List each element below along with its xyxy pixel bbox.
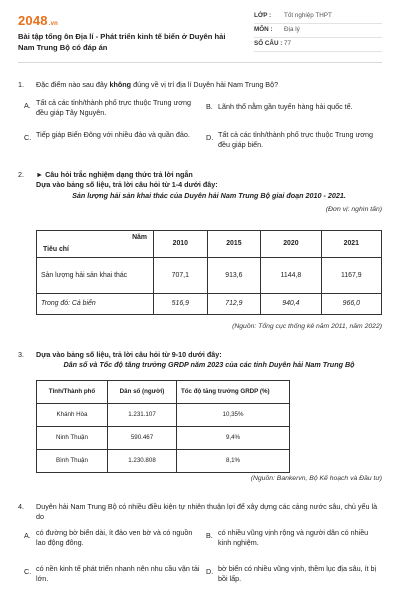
question-text-emphasis: không	[109, 80, 132, 89]
year-header: 2015	[207, 231, 261, 258]
meta-value: Tốt nghiệp THPT	[284, 12, 332, 20]
table-row	[37, 404, 290, 427]
table-cell: 1.231.107	[108, 404, 177, 427]
table-cell: 516,9	[154, 294, 208, 315]
year-header: 2020	[261, 231, 321, 258]
answer-text: có nhiều vũng vịnh rộng và người dân có nhiều kinh nghiệm.	[218, 528, 369, 547]
table-cell: 966,0	[321, 294, 381, 315]
table-header-row	[37, 381, 290, 404]
answer-option-d[interactable]	[206, 564, 382, 583]
question-2	[18, 170, 382, 340]
population-table	[36, 380, 290, 473]
meta-info	[254, 10, 382, 52]
table-cell: 707,1	[154, 258, 208, 294]
table-caption: Dân số và Tốc độ tăng trưởng GRDP năm 2023 của các tỉnh Duyên hải Nam Trung Bộ	[63, 359, 355, 369]
meta-key: SỐ CÂU :	[254, 40, 283, 48]
table-unit: (Đơn vị: nghìn tấn)	[325, 206, 382, 214]
question-intro: Dựa vào bảng số liệu, trả lời câu hỏi từ 9-10 dưới đây:	[36, 350, 222, 359]
table-row	[37, 450, 290, 473]
answer-letter: D.	[206, 133, 214, 142]
table-cell: 9,4%	[177, 427, 290, 450]
logo-suffix: .vn	[48, 21, 59, 27]
answer-letter: B.	[206, 531, 213, 540]
answer-text: Tất cả các tỉnh/thành phố trực thuộc Trung ương đều giáp Tây Nguyên.	[36, 98, 191, 117]
answer-text: Tất cả các tỉnh/thành phố trực thuộc Trung ương đều giáp biển.	[218, 130, 373, 149]
answer-letter: D.	[206, 567, 214, 576]
table-corner-cell	[37, 231, 154, 258]
question-body	[36, 170, 382, 214]
table-caption: Sản lượng hải sản khai thác của Duyên hải Nam Trung Bộ giai đoạn 2010 - 2021.	[72, 191, 346, 201]
site-logo[interactable]	[18, 12, 58, 30]
table-cell: 1144,8	[261, 258, 321, 294]
table-cell: 913,6	[207, 258, 261, 294]
question-text-part: Đặc điểm nào sau đây	[36, 80, 110, 89]
corner-label-year: Năm	[132, 234, 147, 241]
page-title: Bài tập tổng ôn Địa lí - Phát triển kinh tế biển ở Duyên hải Nam Trung Bộ có đáp án	[18, 32, 226, 52]
meta-row-count	[254, 38, 382, 52]
fish-output-table	[36, 230, 382, 315]
answer-option-c[interactable]	[24, 130, 202, 143]
answer-letter: C.	[24, 133, 32, 142]
row-label: Sản lượng hải sản khai thác	[37, 258, 154, 294]
table-cell: 8,1%	[177, 450, 290, 473]
table-source: (Nguồn: Bankervn, Bộ Kế hoạch và Đầu tư)	[250, 475, 382, 482]
question-body	[36, 350, 382, 369]
meta-key: MÔN :	[254, 26, 273, 34]
answer-text: Tiếp giáp Biển Đông với nhiều đảo và quần đảo.	[36, 130, 190, 139]
year-header: 2021	[321, 231, 381, 258]
answer-text: có đường bờ biển dài, ít đảo ven bờ và có nguồn lao động đông.	[36, 528, 193, 547]
meta-value: 77	[284, 40, 292, 48]
answer-option-b[interactable]	[206, 102, 382, 112]
logo-text: 2048	[18, 13, 48, 28]
table-cell: Khánh Hòa	[37, 404, 108, 427]
answer-letter: B.	[206, 102, 213, 111]
table-cell: Ninh Thuận	[37, 427, 108, 450]
meta-row-class	[254, 10, 382, 24]
question-number: 4.	[18, 502, 24, 511]
header-divider	[18, 62, 382, 63]
meta-value: Địa lý	[284, 26, 300, 34]
table-row	[37, 294, 382, 315]
meta-row-subject	[254, 24, 382, 38]
table-cell: 940,4	[261, 294, 321, 315]
table-cell: 10,35%	[177, 404, 290, 427]
question-1	[18, 80, 382, 160]
question-3	[18, 350, 382, 490]
table-cell: 1.230.808	[108, 450, 177, 473]
column-header: Tốc độ tăng trưởng GRDP (%)	[177, 381, 290, 404]
answer-option-b[interactable]	[206, 528, 382, 547]
answer-option-d[interactable]	[206, 130, 382, 149]
answer-letter: A.	[24, 101, 31, 110]
table-source: (Nguồn: Tổng cục thống kê năm 2011, năm 2022)	[232, 323, 382, 330]
question-text: Duyên hải Nam Trung Bộ có nhiều điều kiện tự nhiên thuận lợi để xây dựng các cảng nước sâu, chủ yếu là do	[36, 502, 378, 521]
question-number: 3.	[18, 350, 24, 359]
answer-letter: A.	[24, 531, 31, 540]
meta-key: LỚP :	[254, 12, 272, 20]
table-row	[37, 258, 382, 294]
question-text	[36, 80, 382, 90]
table-header-row	[37, 231, 382, 258]
question-intro: Dựa vào bảng số liệu, trả lời câu hỏi từ 1-4 dưới đây:	[36, 179, 218, 189]
question-number: 2.	[18, 170, 24, 179]
answer-text: có nền kinh tế phát triển nhanh nên nhu cầu vận tải lớn.	[36, 564, 200, 583]
table-cell: 590.467	[108, 427, 177, 450]
column-header: Tỉnh/Thành phố	[37, 381, 108, 404]
answer-text: Lãnh thổ nằm gần tuyến hàng hải quốc tế.	[218, 102, 353, 111]
corner-label-criteria: Tiêu chí	[43, 245, 69, 253]
table-cell: Bình Thuận	[37, 450, 108, 473]
table-cell: 1167,9	[321, 258, 381, 294]
question-4	[18, 502, 382, 598]
question-text-part: đúng về vị trí địa lí Duyên hải Nam Trung Bộ?	[131, 80, 279, 89]
column-header: Dân số (người)	[108, 381, 177, 404]
answer-option-a[interactable]	[24, 98, 202, 117]
row-label: Trong đó: Cá biển	[37, 294, 154, 315]
answer-option-c[interactable]	[24, 564, 202, 583]
year-header: 2010	[154, 231, 208, 258]
answer-option-a[interactable]	[24, 528, 202, 547]
section-heading: ► Câu hỏi trắc nghiệm dạng thức trả lời ngắn	[36, 170, 193, 179]
table-row	[37, 427, 290, 450]
table-cell: 712,9	[207, 294, 261, 315]
answer-text: bờ biển có nhiều vũng vịnh, thềm lục địa sâu, ít bị bồi lấp.	[218, 564, 377, 583]
answer-letter: C.	[24, 567, 32, 576]
question-number: 1.	[18, 80, 24, 89]
document-header	[18, 10, 382, 54]
